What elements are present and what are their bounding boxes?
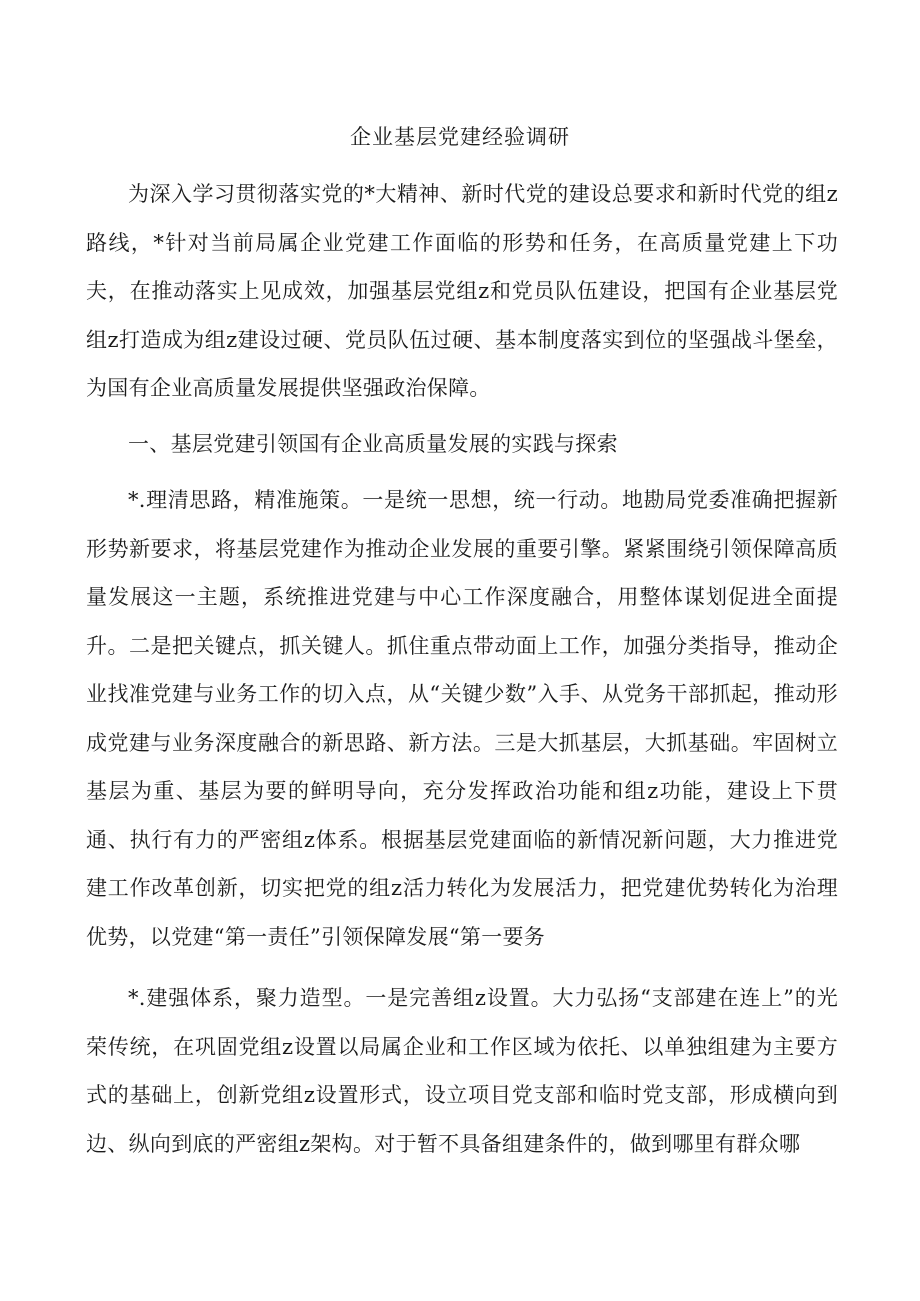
point-two-paragraph: *.建强体系，聚力造型。一是完善组z设置。大力弘扬“支部建在连上”的光荣传统，在巩固党组z设置以局属企业和工作区域为依托、以单独组建为主要方式的基础上，创新党组z设置形式，设立项目党支部和临时党支部，形成横向到边、纵向到底的严密组z架构。对于暂不具备组建条件的，做到哪里有群众哪 xyxy=(86,986,838,1156)
point-one-paragraph: *.理清思路，精准施策。一是统一思想，统一行动。地勘局党委准确把握新形势新要求，将基层党建作为推动企业发展的重要引擎。紧紧围绕引领保障高质量发展这一主题，系统推进党建与中心工作深度融合，用整体谋划促进全面提升。二是把关键点，抓关键人。抓住重点带动面上工作，加强分类指导，推动企业找准党建与业务工作的切入点，从“关键少数”入手、从党务干部抓起，推动形成党建与业务深度融合的新思路、新方法。三是大抓基层，大抓基础。牢固树立基层为重、基层为要的鲜明导向，充分发挥政治功能和组z功能，建设上下贯通、执行有力的严密组z体系。根据基层党建面临的新情况新问题，大力推进党建工作改革创新，切实把党的组z活力转化为发展活力，把党建优势转化为治理优势，以党建“第一责任”引领保障发展“第一要务 xyxy=(86,488,838,949)
section-heading: 一、基层党建引领国有企业高质量发展的实践与探索 xyxy=(128,432,618,456)
document-title: 企业基层党建经验调研 xyxy=(350,125,570,149)
intro-paragraph: 为深入学习贯彻落实党的*大精神、新时代党的建设总要求和新时代党的组z路线，*针对当前局属企业党建工作面临的形势和任务，在高质量党建上下功夫，在推动落实上见成效，加强基层党组z和党员队伍建设，把国有企业基层党组z打造成为组z建设过硬、党员队伍过硬、基本制度落实到位的坚强战斗堡垒，为国有企业高质量发展提供坚强政治保障。 xyxy=(86,182,838,400)
